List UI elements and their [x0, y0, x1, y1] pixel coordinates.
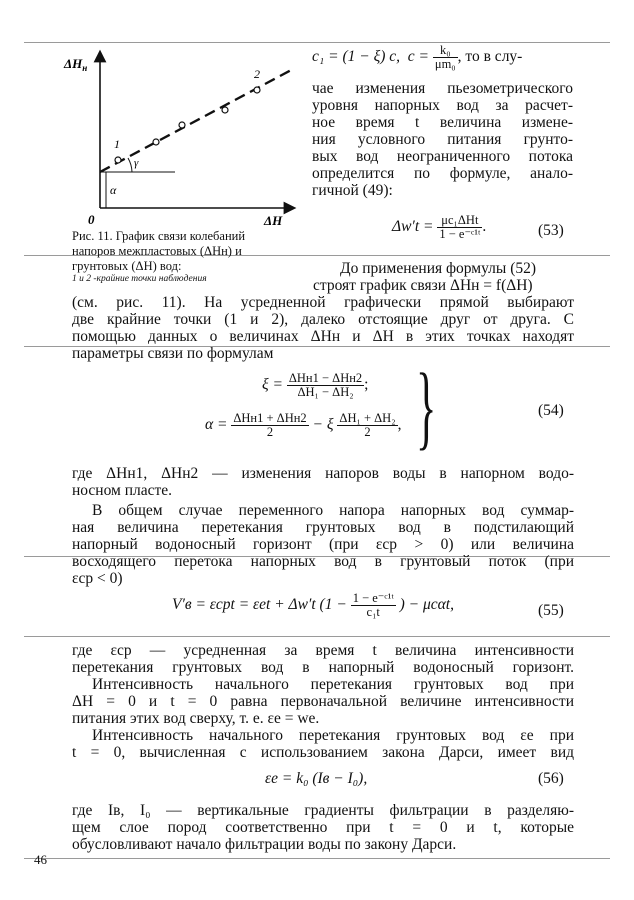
equation-54-brace: }	[416, 355, 437, 459]
right-column-line-5: вых вод неограниченного потока	[312, 148, 573, 165]
right-column-line-7: гичной (49):	[312, 182, 393, 199]
caption-line-3: грунтовых (ΔH) вод:	[72, 259, 182, 273]
right-column-line-4: ния условного питания грунто-	[312, 131, 573, 148]
para1-line-6: параметры связи по формулам	[72, 345, 274, 362]
para7-line-2: щем слое пород соответственно при t = 0 и t, которые	[72, 819, 574, 836]
point-1-label: 1	[114, 137, 120, 151]
caption-line-4: 1 и 2 -крайние точки наблюдения	[72, 274, 207, 284]
para3-line-4: восходящего перетока напорных вод в грунтовый поток (при	[72, 553, 574, 570]
equation-53: Δw′t = $\frac{\text{μc₁ΔHt}}{\text{1 − e⁻ᶜ¹ᵗ}}$ .	[392, 213, 487, 241]
equation-54-number: (54)	[538, 402, 564, 419]
figure-11-graph	[60, 48, 300, 226]
para4-line-2: перетекания грунтовых вод в напорный водоносный горизонт.	[72, 659, 574, 676]
equation-54-alpha: α = $\frac{\text{ΔHн1 + ΔHн2}}{2}$ − ξ $\frac{\text{ΔH₁ + ΔH₂}}{2}$ ,	[205, 411, 402, 439]
regression-line	[100, 68, 295, 172]
axis-y-label: $\Delta H_н$	[64, 56, 88, 73]
equation-56: εе = k₀ (Iв − I₀),	[265, 770, 368, 787]
rule-top	[24, 42, 610, 43]
rule-bottom	[24, 858, 610, 859]
para1-line-4: две крайние точки (1 и 2), далеко отстоящие друг от друга. С	[72, 311, 574, 328]
rule-mid-4	[24, 636, 610, 637]
point-1	[115, 157, 121, 163]
right-column-line-6: определится по формуле, анало-	[312, 165, 573, 182]
page-number: 46	[34, 852, 47, 867]
para3-line-3: напорный водоносный горизонт (при εср > 0) или величина	[72, 536, 574, 553]
axis-x-label: ΔH	[264, 213, 283, 226]
right-column-line-2: уровня напорных вод за расчет-	[312, 97, 573, 114]
right-column-line-1: чае изменения пьезометрического	[312, 80, 573, 97]
equation-54-xi: ξ = $\frac{\text{ΔHн1 − ΔHн2}}{\text{ΔH₁ − ΔH₂}}$ ;	[262, 371, 369, 399]
para3-line-1: В общем случае переменного напора напорных вод суммар-	[92, 502, 574, 519]
para7-line-3: обусловливают начало фильтрации воды по закону Дарси.	[72, 836, 457, 853]
para5-line-1: Интенсивность начального перетекания грунтовых вод при	[92, 676, 574, 693]
equation-55: V′в = εсрt = εеt + Δw′t (1 − $\frac{\text{1 − e⁻ᶜ¹ᵗ}}{\text{c₁t}}$ ) − μcαt,	[172, 591, 454, 619]
para7-line-1: где Iв, I₀ — вертикальные градиенты фильтрации в разделяю-	[72, 802, 574, 819]
point-2	[254, 87, 260, 93]
gamma-arc	[128, 158, 132, 172]
para3-line-2: ная величина перетекания грунтовых вод в подстилающий	[72, 519, 574, 536]
para5-line-3: питания этих вод сверху, т. е. εе = wе.	[72, 710, 320, 727]
para6-line-1: Интенсивность начального перетекания грунтовых вод εе при	[92, 727, 574, 744]
point	[153, 139, 159, 145]
alpha-label: α	[110, 183, 117, 197]
equation-56-number: (56)	[538, 770, 564, 787]
gamma-label: γ	[134, 157, 139, 169]
para2-line-2: носном пласте.	[72, 482, 173, 499]
point	[222, 107, 228, 113]
point-2-label: 2	[254, 67, 260, 81]
para2-line-1: где ΔHн1, ΔHн2 — изменения напоров воды в напорном водо-	[72, 465, 574, 482]
para1-line-3: (см. рис. 11). На усредненной графически прямой выбирают	[72, 294, 574, 311]
para4-line-1: где εср — усредненная за время t величина интенсивности	[72, 642, 574, 659]
origin-label: 0	[88, 212, 95, 226]
right-column-line-3: ное время t величина измене-	[312, 114, 573, 131]
point	[179, 122, 185, 128]
caption-line-1: Рис. 11. График связи колебаний	[72, 229, 246, 243]
equation-55-number: (55)	[538, 602, 564, 619]
para1-line-1: До применения формулы (52)	[340, 260, 537, 277]
top-formula: c₁ = (1 − ξ) c, c = $\frac{\text{k₀}}{\text{μm₀}}$ , то в слу-	[312, 43, 523, 71]
para6-line-2: t = 0, вычисленная с использованием закона Дарси, имеет вид	[72, 744, 574, 761]
para1-line-2: строят график связи ΔHн = f(ΔH)	[313, 277, 533, 294]
equation-53-number: (53)	[538, 222, 564, 239]
caption-line-2: напоров межпластовых (ΔHн) и	[72, 244, 242, 258]
para3-line-5: εср < 0)	[72, 570, 123, 587]
para5-line-2: ΔH = 0 и t = 0 равна первоначальной величине интенсивности	[72, 693, 574, 710]
para1-line-5: помощью данных о величинах ΔHн и ΔH в этих точках находят	[72, 328, 574, 345]
